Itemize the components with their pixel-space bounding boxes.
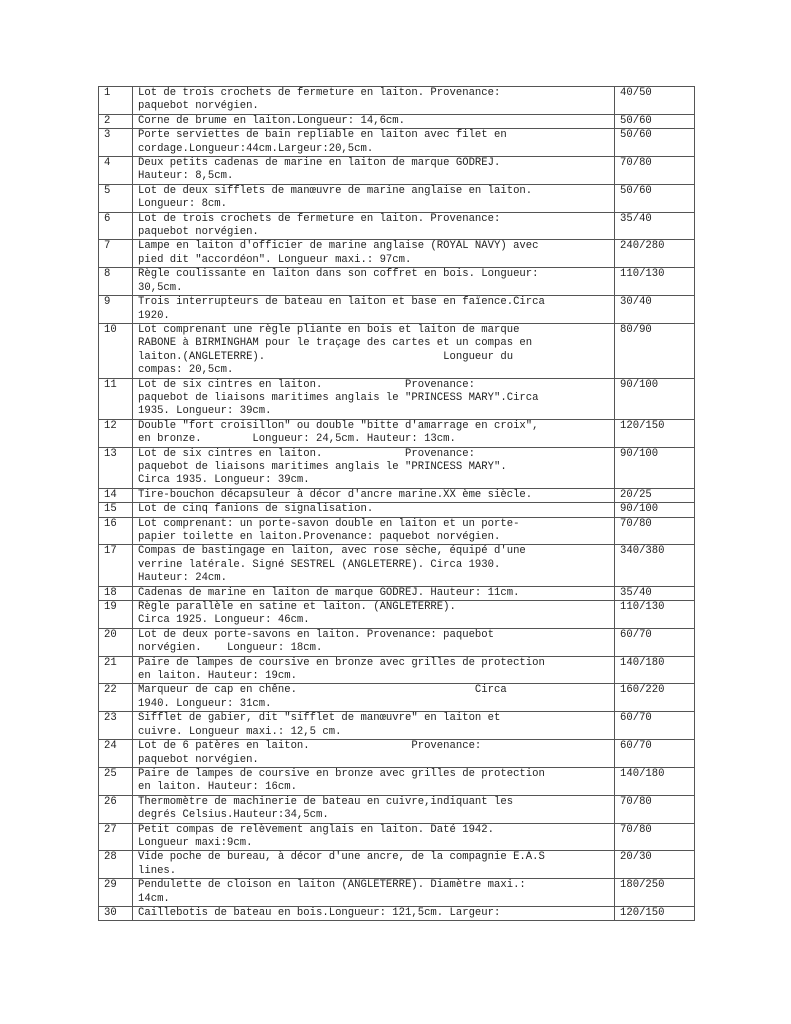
lot-number: 17 xyxy=(99,545,133,586)
lot-estimate: 90/100 xyxy=(615,447,695,488)
table-row xyxy=(99,684,695,712)
table-row xyxy=(99,419,695,447)
table-row xyxy=(99,212,695,240)
table-row xyxy=(99,517,695,545)
lot-estimate: 140/180 xyxy=(615,767,695,795)
lot-description: Caillebotis de bateau en bois.Longueur: 121,5cm. Largeur: xyxy=(133,906,615,920)
lots-table-body xyxy=(99,87,695,921)
table-row xyxy=(99,268,695,296)
lot-number: 16 xyxy=(99,517,133,545)
lot-estimate: 50/60 xyxy=(615,129,695,157)
lot-estimate: 70/80 xyxy=(615,157,695,185)
lot-number: 6 xyxy=(99,212,133,240)
lot-number: 3 xyxy=(99,129,133,157)
lot-estimate: 30/40 xyxy=(615,296,695,324)
lot-estimate: 80/90 xyxy=(615,323,695,378)
lot-description: Lot comprenant une règle pliante en bois et laiton de marque RABONE à BIRMINGHAM pour le traçage des cartes et un compas en laiton.(ANGLETERRE). Longueur du compas: 20,5cm. xyxy=(133,323,615,378)
lot-estimate: 140/180 xyxy=(615,656,695,684)
table-row xyxy=(99,656,695,684)
table-row xyxy=(99,712,695,740)
lot-number: 8 xyxy=(99,268,133,296)
table-row xyxy=(99,879,695,907)
lot-estimate: 50/60 xyxy=(615,184,695,212)
lot-description: Marqueur de cap en chêne. Circa 1940. Longueur: 31cm. xyxy=(133,684,615,712)
lot-description: Trois interrupteurs de bateau en laiton et base en faïence.Circa 1920. xyxy=(133,296,615,324)
lot-description: Lot de six cintres en laiton. Provenance: paquebot de liaisons maritimes anglais le "PRINCESS MARY".Circa 1935. Longueur: 39cm. xyxy=(133,378,615,419)
lot-number: 24 xyxy=(99,740,133,768)
lot-number: 4 xyxy=(99,157,133,185)
lot-number: 30 xyxy=(99,906,133,920)
lot-description: Lot de trois crochets de fermeture en laiton. Provenance: paquebot norvégien. xyxy=(133,212,615,240)
lot-estimate: 60/70 xyxy=(615,628,695,656)
table-row xyxy=(99,823,695,851)
lot-number: 21 xyxy=(99,656,133,684)
table-row xyxy=(99,767,695,795)
lot-number: 5 xyxy=(99,184,133,212)
lot-description: Paire de lampes de coursive en bronze avec grilles de protection en laiton. Hauteur: 19cm. xyxy=(133,656,615,684)
lot-description: Lot de cinq fanions de signalisation. xyxy=(133,503,615,517)
lot-estimate: 60/70 xyxy=(615,740,695,768)
lot-description: Tire-bouchon décapsuleur à décor d'ancre marine.XX ème siècle. xyxy=(133,488,615,502)
lot-number: 20 xyxy=(99,628,133,656)
lot-description: Lot de deux porte-savons en laiton. Provenance: paquebot norvégien. Longueur: 18cm. xyxy=(133,628,615,656)
lot-estimate: 70/80 xyxy=(615,823,695,851)
table-row xyxy=(99,503,695,517)
table-row xyxy=(99,851,695,879)
lot-description: Double "fort croisillon" ou double "bitte d'amarrage en croix", en bronze. Longueur: 24,5cm. Hauteur: 13cm. xyxy=(133,419,615,447)
lot-estimate: 60/70 xyxy=(615,712,695,740)
table-row xyxy=(99,795,695,823)
table-row xyxy=(99,129,695,157)
lot-number: 2 xyxy=(99,114,133,128)
lot-estimate: 120/150 xyxy=(615,906,695,920)
lot-number: 29 xyxy=(99,879,133,907)
lot-estimate: 70/80 xyxy=(615,795,695,823)
lot-estimate: 180/250 xyxy=(615,879,695,907)
lot-description: Petit compas de relèvement anglais en laiton. Daté 1942. Longueur maxi:9cm. xyxy=(133,823,615,851)
lot-number: 25 xyxy=(99,767,133,795)
lot-description: Règle parallèle en satine et laiton. (ANGLETERRE). Circa 1925. Longueur: 46cm. xyxy=(133,601,615,629)
lot-estimate: 70/80 xyxy=(615,517,695,545)
lot-description: Pendulette de cloison en laiton (ANGLETERRE). Diamètre maxi.: 14cm. xyxy=(133,879,615,907)
lot-estimate: 35/40 xyxy=(615,586,695,600)
lot-description: Lot de six cintres en laiton. Provenance: paquebot de liaisons maritimes anglais le "PRINCESS MARY". Circa 1935. Longueur: 39cm. xyxy=(133,447,615,488)
lot-number: 10 xyxy=(99,323,133,378)
table-row xyxy=(99,114,695,128)
lot-number: 9 xyxy=(99,296,133,324)
lot-description: Compas de bastingage en laiton, avec rose sèche, équipé d'une verrine latérale. Signé SESTREL (ANGLETERRE). Circa 1930. Hauteur: 24cm. xyxy=(133,545,615,586)
lot-estimate: 40/50 xyxy=(615,87,695,115)
lot-estimate: 35/40 xyxy=(615,212,695,240)
table-row xyxy=(99,184,695,212)
lot-estimate: 110/130 xyxy=(615,601,695,629)
lot-description: Lot comprenant: un porte-savon double en laiton et un porte- papier toilette en laiton.Provenance: paquebot norvégien. xyxy=(133,517,615,545)
lot-description: Paire de lampes de coursive en bronze avec grilles de protection en laiton. Hauteur: 16cm. xyxy=(133,767,615,795)
lot-description: Corne de brume en laiton.Longueur: 14,6cm. xyxy=(133,114,615,128)
table-row xyxy=(99,447,695,488)
lot-estimate: 120/150 xyxy=(615,419,695,447)
lot-estimate: 90/100 xyxy=(615,503,695,517)
table-row xyxy=(99,296,695,324)
lot-description: Lot de deux sifflets de manœuvre de marine anglaise en laiton. Longueur: 8cm. xyxy=(133,184,615,212)
table-row xyxy=(99,601,695,629)
lot-estimate: 20/25 xyxy=(615,488,695,502)
lot-number: 22 xyxy=(99,684,133,712)
table-row xyxy=(99,488,695,502)
lot-estimate: 50/60 xyxy=(615,114,695,128)
table-row xyxy=(99,628,695,656)
lot-estimate: 20/30 xyxy=(615,851,695,879)
lot-number: 1 xyxy=(99,87,133,115)
lots-table xyxy=(98,86,695,921)
lot-number: 7 xyxy=(99,240,133,268)
lot-number: 15 xyxy=(99,503,133,517)
table-row xyxy=(99,906,695,920)
table-row xyxy=(99,740,695,768)
lot-description: Lot de 6 patères en laiton. Provenance: paquebot norvégien. xyxy=(133,740,615,768)
lot-estimate: 110/130 xyxy=(615,268,695,296)
table-row xyxy=(99,87,695,115)
lot-number: 11 xyxy=(99,378,133,419)
table-row xyxy=(99,157,695,185)
lot-description: Porte serviettes de bain repliable en laiton avec filet en cordage.Longueur:44cm.Largeur:20,5cm. xyxy=(133,129,615,157)
lot-estimate: 90/100 xyxy=(615,378,695,419)
lot-description: Lot de trois crochets de fermeture en laiton. Provenance: paquebot norvégien. xyxy=(133,87,615,115)
lot-number: 27 xyxy=(99,823,133,851)
lot-description: Thermomètre de machinerie de bateau en cuivre,indiquant les degrés Celsius.Hauteur:34,5cm. xyxy=(133,795,615,823)
lot-description: Lampe en laiton d'officier de marine anglaise (ROYAL NAVY) avec pied dit "accordéon". Longueur maxi.: 97cm. xyxy=(133,240,615,268)
table-row xyxy=(99,240,695,268)
table-row xyxy=(99,545,695,586)
lot-number: 13 xyxy=(99,447,133,488)
lot-description: Sifflet de gabier, dit "sifflet de manœuvre" en laiton et cuivre. Longueur maxi.: 12,5 cm. xyxy=(133,712,615,740)
lot-number: 18 xyxy=(99,586,133,600)
lot-number: 23 xyxy=(99,712,133,740)
lot-description: Règle coulissante en laiton dans son coffret en bois. Longueur: 30,5cm. xyxy=(133,268,615,296)
lot-description: Cadenas de marine en laiton de marque GODREJ. Hauteur: 11cm. xyxy=(133,586,615,600)
lot-estimate: 160/220 xyxy=(615,684,695,712)
table-row xyxy=(99,378,695,419)
lot-number: 14 xyxy=(99,488,133,502)
lot-number: 19 xyxy=(99,601,133,629)
lot-number: 28 xyxy=(99,851,133,879)
lot-description: Deux petits cadenas de marine en laiton de marque GODREJ. Hauteur: 8,5cm. xyxy=(133,157,615,185)
lot-number: 26 xyxy=(99,795,133,823)
lot-estimate: 240/280 xyxy=(615,240,695,268)
lot-estimate: 340/380 xyxy=(615,545,695,586)
lot-number: 12 xyxy=(99,419,133,447)
table-row xyxy=(99,323,695,378)
lot-description: Vide poche de bureau, à décor d'une ancre, de la compagnie E.A.S lines. xyxy=(133,851,615,879)
table-row xyxy=(99,586,695,600)
